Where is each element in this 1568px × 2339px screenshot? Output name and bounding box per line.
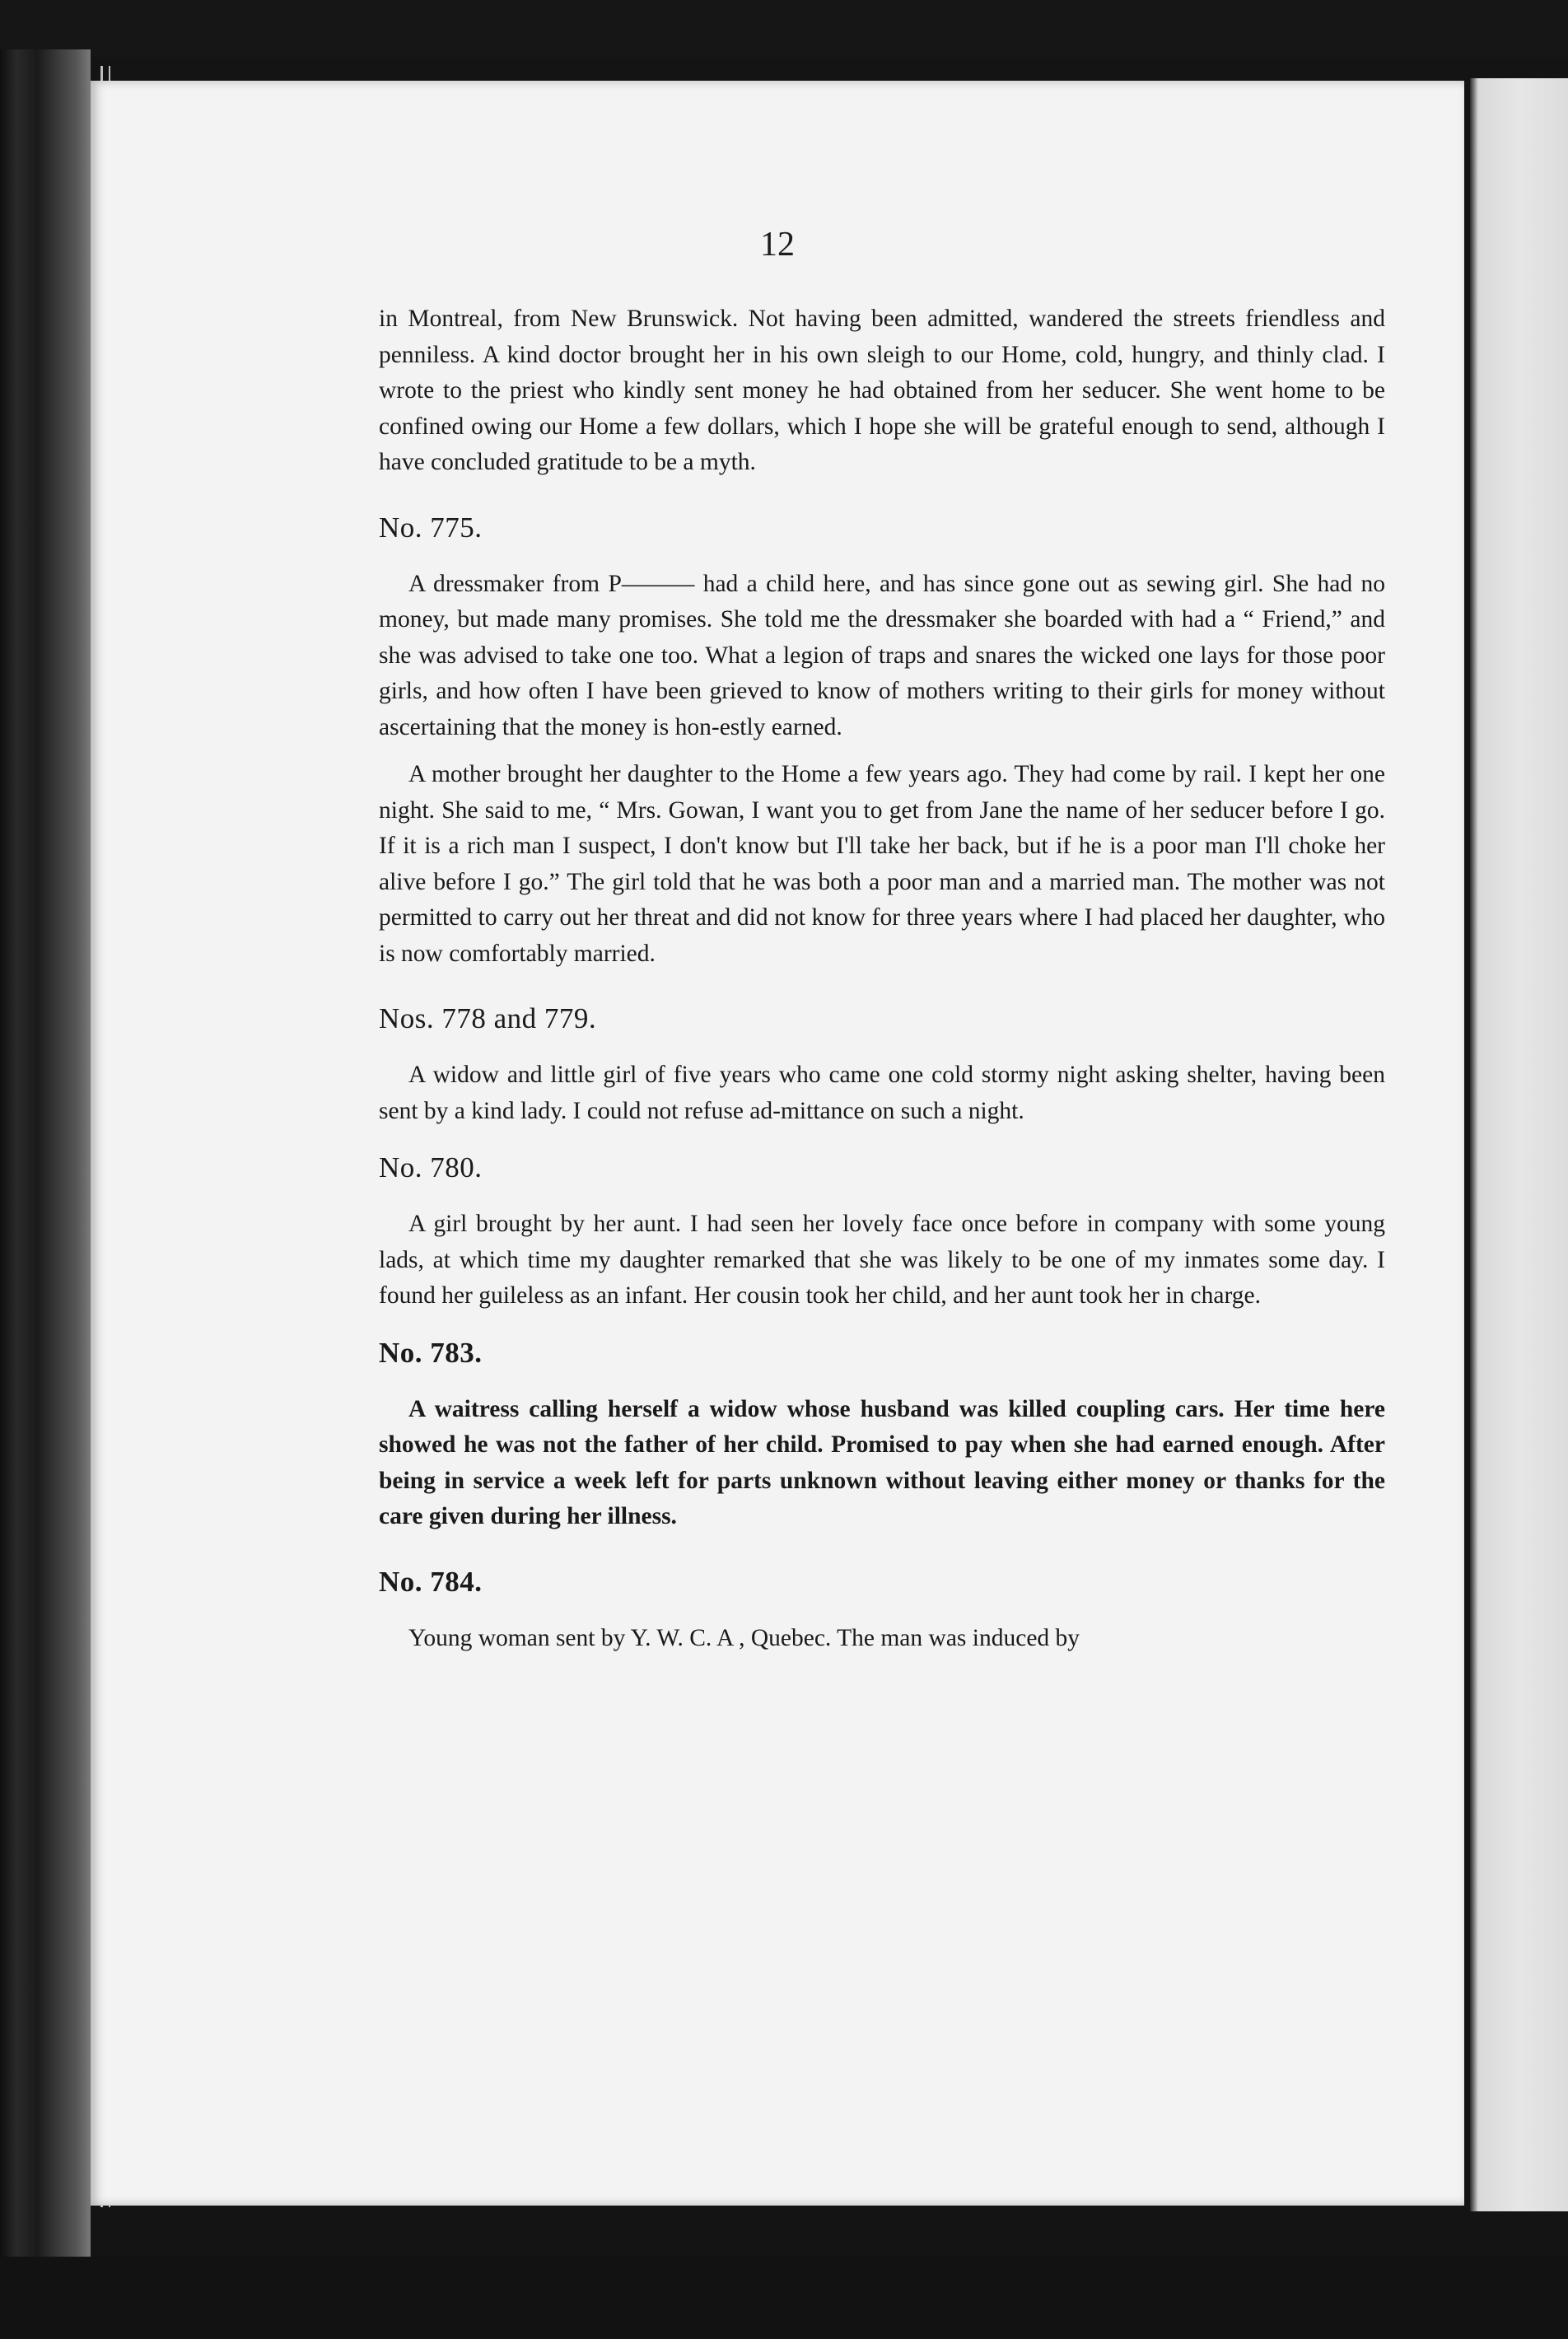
paragraph-continued: in Montreal, from New Brunswick. Not having been admitted, wandered the streets friendless and penniless. A kind doctor brought her in his own sleigh to our Home, cold, hungry, and thinly clad. I wrote to the priest who kindly sent money he had obtained from her seducer. She went home to be confined owing our Home a few dollars, which I hope she will be grateful enough to send, although I have concluded gratitude to be a myth. [379, 306, 1385, 475]
paragraph-case-783: A waitress calling herself a widow whose husband was killed coupling cars. Her time here showed he was not the father of her child. Promised to pay when she had earned enough. After being in service a week left for parts unknown without leaving either money or thanks for the care given during her illness. [379, 1395, 1385, 1529]
scan-frame-bottom [0, 2257, 1568, 2339]
paragraph-mother-story: A mother brought her daughter to the Home a few years ago. They had come by rail. I kept her one night. She said to me, “ Mrs. Gowan, I want you to get from Jane the name of her seducer before I go. If it is a rich man I suspect, I don't know but I'll take her back, but if he is a poor man I'll choke her alive before I go.” The girl told that he was both a poor man and a married man. The mother was not permitted to carry out her threat and did not know for three years where I had placed her daughter, who is now comfortably married. [379, 761, 1385, 967]
case-heading-784: No. 784. [379, 1565, 483, 1598]
paragraph-case-784: Young woman sent by Y. W. C. A , Quebec. The man was induced by [408, 1624, 1080, 1651]
paragraph-case-775: A dressmaker from P——— had a child here, and has since gone out as sewing girl. She had no money, but made many promises. She told me the dressmaker she boarded with had a “ Friend,” and she was advised to take one too. What a legion of traps and snares the wicked one lays for those poor girls, and how often I have been grieved to know of mothers writing to their girls for money without ascertaining that the money is hon-estly earned. [379, 570, 1385, 740]
book-page [91, 81, 1464, 2206]
paragraph-case-778-779: A widow and little girl of five years who came one cold stormy night asking shelter, having been sent by a kind lady. I could not refuse ad-mittance on such a night. [379, 1062, 1385, 1124]
facing-page-edge [1470, 78, 1568, 2211]
case-heading-775: No. 775. [379, 511, 483, 544]
page-content [379, 301, 1385, 1656]
page-number: 12 [760, 226, 795, 264]
book-binding [0, 49, 91, 2257]
case-heading-783: No. 783. [379, 1336, 483, 1369]
scan-frame-top [0, 0, 1568, 58]
case-heading-778-779: Nos. 778 and 779. [379, 1002, 597, 1034]
case-heading-780: No. 780. [379, 1151, 483, 1184]
paragraph-case-780: A girl brought by her aunt. I had seen her lovely face once before in company with some young lads, at which time my daughter remarked that she was likely to be one of my inmates some day. I found her guileless as an infant. Her cousin took her child, and her aunt took her in charge. [379, 1211, 1385, 1309]
